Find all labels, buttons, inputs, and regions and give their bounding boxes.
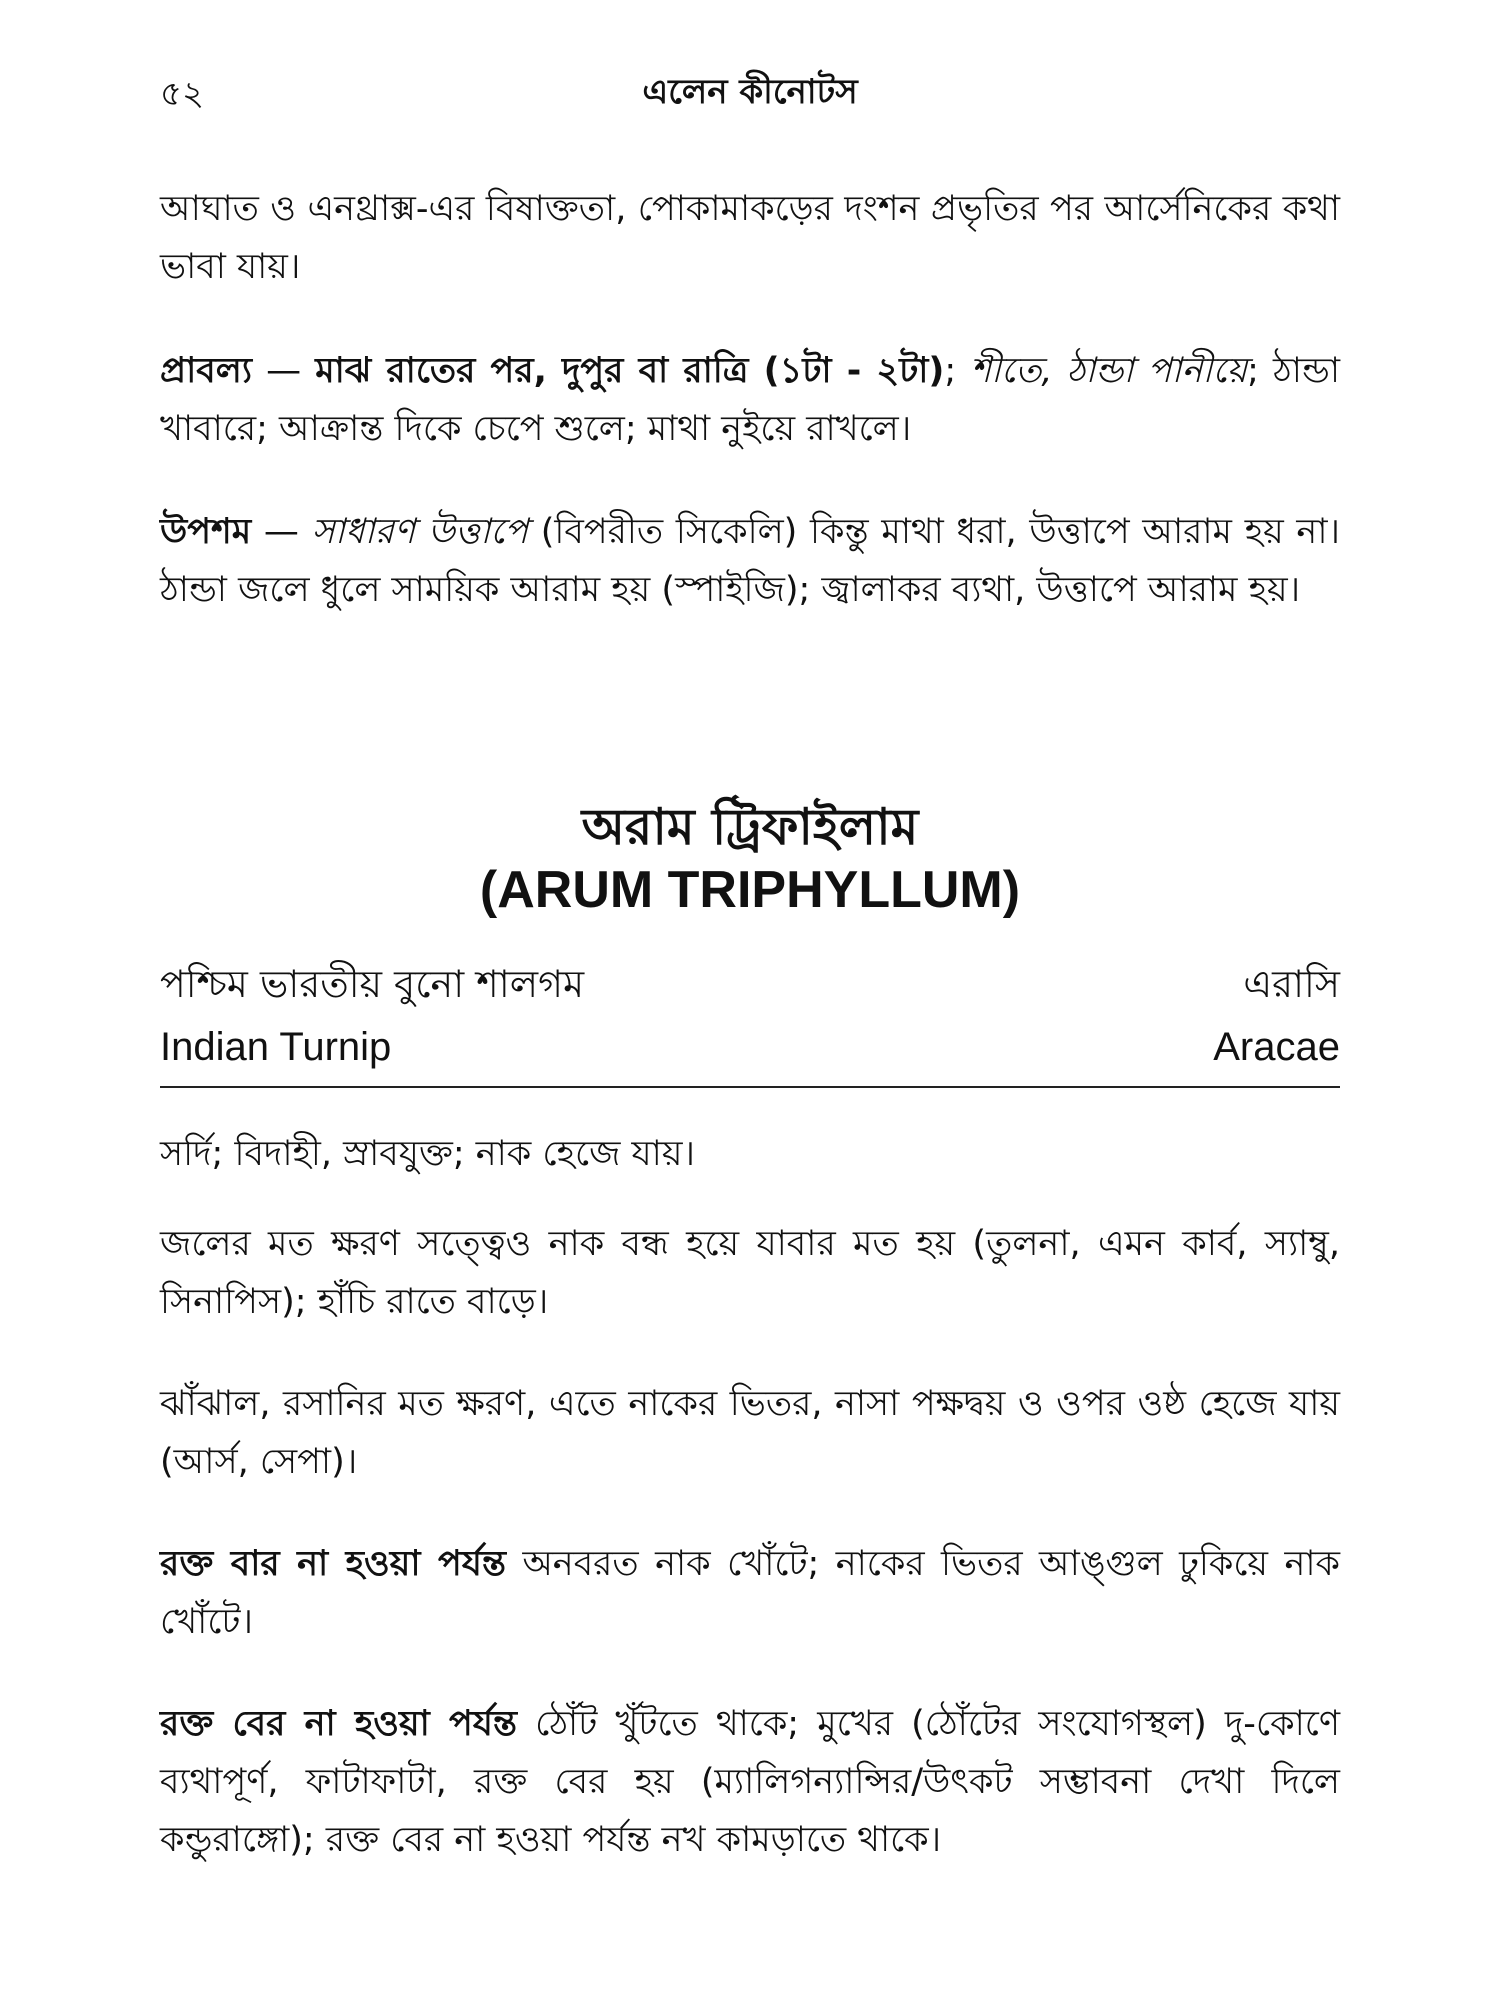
common-name-row-english xyxy=(160,1025,1340,1070)
amelioration-rest: (বিপরীত সিকেলি) কিন্তু মাথা ধরা, উত্তাপে আরাম হয় না। ঠান্ডা জলে ধুলে সাময়িক আরাম হয় (স্পাইজি); জ্বালাকর ব্যথা, উত্তাপে আরাম হয়। xyxy=(160,512,1340,610)
amelioration-heat: সাধারণ উত্তাপে xyxy=(311,512,529,552)
common-name-bengali: পশ্চিম ভারতীয় বুনো শালগম xyxy=(160,962,585,1006)
nose-picking-emphasis: রক্ত বার না হওয়া পর্যন্ত xyxy=(160,1544,507,1584)
paragraph-acrid-discharge: ঝাঁঝাল, রসানির মত ক্ষরণ, এতে নাকের ভিতর, নাসা পক্ষদ্বয় ও ওপর ওষ্ঠ হেজে যায় (আর্স, সেপা)। xyxy=(160,1384,1340,1482)
aggravation-sep: ; xyxy=(944,351,971,391)
common-name-row-bengali xyxy=(160,955,1340,1019)
paragraph-aggravation xyxy=(160,342,1340,458)
common-name-english: Indian Turnip xyxy=(160,1025,392,1069)
remedy-title-latin: (ARUM TRIPHYLLUM) xyxy=(479,861,1021,919)
paragraph-watery-discharge: জলের মত ক্ষরণ সত্ত্বেও নাক বন্ধ হয়ে যাবার মত হয় (তুলনা, এমন কার্ব, স্যাম্বু, সিনাপিস); হাঁচি রাতে বাড়ে। xyxy=(160,1224,1340,1322)
aggravation-label: প্রাবল্য xyxy=(160,351,252,391)
paragraph-arsenic-note: আঘাত ও এনথ্রাক্স-এর বিষাক্ততা, পোকামাকড়ের দংশন প্রভৃতির পর আর্সেনিকের কথা ভাবা যায়। xyxy=(160,189,1340,287)
aggravation-cold: শীতে, ঠান্ডা পানীয়ে xyxy=(970,351,1248,391)
running-header-title: এলেন কীনোটস xyxy=(642,72,858,112)
lip-picking-emphasis: রক্ত বের না হওয়া পর্যন্ত xyxy=(160,1704,517,1744)
lip-picking-rest: ঠোঁট খুঁটতে থাকে; মুখের (ঠোঁটের সংযোগস্থল) দু-কোণে ব্যথাপূর্ণ, ফাটাফাটা, রক্ত বের হয় (ম্যালিগন্যান্সির/উৎকট সম্ভাবনা দেখা দিলে কন্ডুরাঙ্গো); রক্ত বের না হওয়া পর্যন্ত নখ কামড়াতে থাকে। xyxy=(160,1704,1340,1860)
paragraph-amelioration xyxy=(160,503,1340,619)
page-number: ৫২ xyxy=(160,74,205,114)
section-divider xyxy=(160,1086,1340,1088)
aggravation-dash: — xyxy=(251,351,316,391)
aggravation-rest: ; ঠান্ডা খাবারে; আক্রান্ত দিকে চেপে শুলে; মাথা নুইয়ে রাখলে। xyxy=(160,351,1340,449)
amelioration-label: উপশম xyxy=(160,512,252,552)
family-english: Aracae xyxy=(1213,1025,1340,1069)
aggravation-time: মাঝ রাতের পর, দুপুর বা রাত্রি (১টা - ২টা) xyxy=(315,351,945,391)
paragraph-coryza: সর্দি; বিদাহী, স্রাবযুক্ত; নাক হেজে যায়। xyxy=(160,1134,695,1174)
paragraph-nose-picking xyxy=(160,1535,1340,1651)
remedy-title-bengali: অরাম ট্রিফাইলাম xyxy=(581,798,919,856)
family-bengali: এরাসি xyxy=(1243,962,1340,1006)
amelioration-dash: — xyxy=(251,512,312,552)
nose-picking-rest: অনবরত নাক খোঁটে; নাকের ভিতর আঙ্গুল ঢুকিয়ে নাক খোঁটে। xyxy=(160,1544,1340,1642)
paragraph-lip-picking xyxy=(160,1695,1340,1869)
